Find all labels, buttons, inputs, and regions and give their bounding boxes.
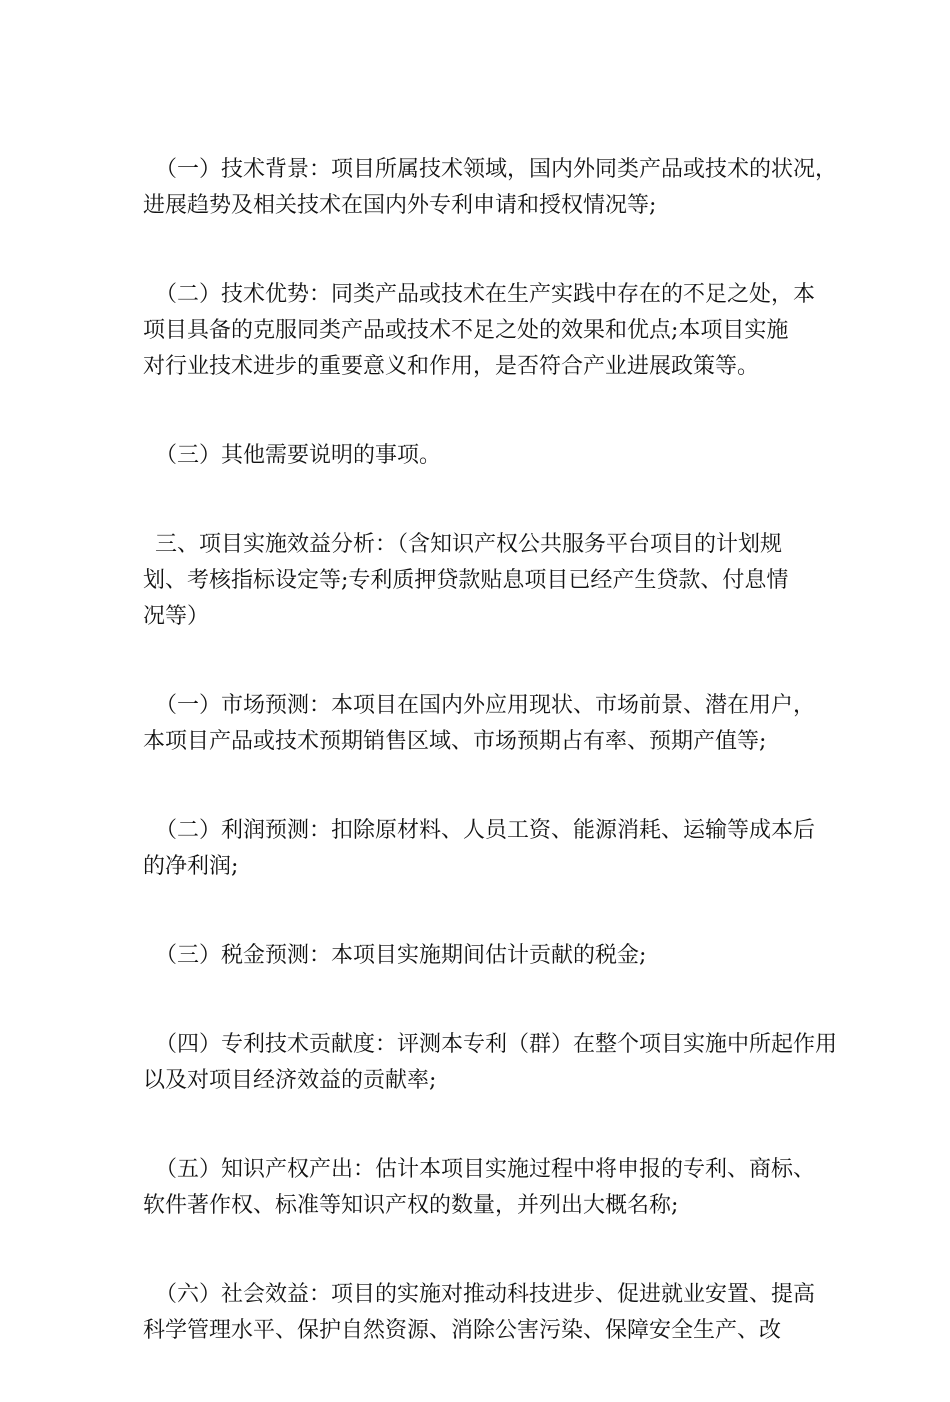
text-line: 本项目产品或技术预期销售区域、市场预期占有率、预期产值等; xyxy=(143,729,767,754)
text-line: 的净利润; xyxy=(143,854,239,879)
text-line: 软件著作权、标准等知识产权的数量，并列出大概名称; xyxy=(143,1193,679,1218)
paragraph-benefit-analysis-heading xyxy=(143,527,813,635)
text-line: 科学管理水平、保护自然资源、消除公害污染、保障安全生产、改 xyxy=(143,1318,782,1343)
paragraph-social-benefit xyxy=(143,1277,816,1349)
text-line: 三、项目实施效益分析：（含知识产权公共服务平台项目的计划规 xyxy=(155,532,783,557)
text-line: （一）技术背景：项目所属技术领域，国内外同类产品或技术的状况， xyxy=(155,157,838,182)
text-line: 划、考核指标设定等;专利质押贷款贴息项目已经产生贷款、付息情 xyxy=(143,568,789,593)
text-line: （一）市场预测：本项目在国内外应用现状、市场前景、潜在用户， xyxy=(155,693,816,718)
text-line: （三）税金预测：本项目实施期间估计贡献的税金; xyxy=(155,943,647,968)
text-line: 以及对项目经济效益的贡献率; xyxy=(143,1068,437,1093)
paragraph-market-forecast xyxy=(143,688,816,760)
text-line: 进展趋势及相关技术在国内外专利申请和授权情况等; xyxy=(143,193,657,218)
paragraph-ip-output xyxy=(143,1152,816,1224)
paragraph-tech-background xyxy=(143,152,838,224)
document-body xyxy=(143,152,838,1402)
text-line: 项目具备的克服同类产品或技术不足之处的效果和优点;本项目实施 xyxy=(143,318,789,343)
text-line: （三）其他需要说明的事项。 xyxy=(155,443,442,468)
paragraph-tech-advantage xyxy=(143,277,816,385)
text-line: （五）知识产权产出：估计本项目实施过程中将申报的专利、商标、 xyxy=(155,1157,816,1182)
text-line: （六）社会效益：项目的实施对推动科技进步、促进就业安置、提高 xyxy=(155,1282,816,1307)
text-line: （二）技术优势：同类产品或技术在生产实践中存在的不足之处，本 xyxy=(155,282,816,307)
text-line: 对行业技术进步的重要意义和作用，是否符合产业进展政策等。 xyxy=(143,354,760,379)
text-line: 况等） xyxy=(143,604,210,629)
paragraph-other-matters xyxy=(143,438,813,474)
paragraph-tax-forecast xyxy=(143,938,813,974)
paragraph-profit-forecast xyxy=(143,813,816,885)
paragraph-patent-contribution xyxy=(143,1027,838,1099)
text-line: （二）利润预测：扣除原材料、人员工资、能源消耗、运输等成本后 xyxy=(155,818,816,843)
text-line: （四）专利技术贡献度：评测本专利（群）在整个项目实施中所起作用 xyxy=(155,1032,838,1057)
